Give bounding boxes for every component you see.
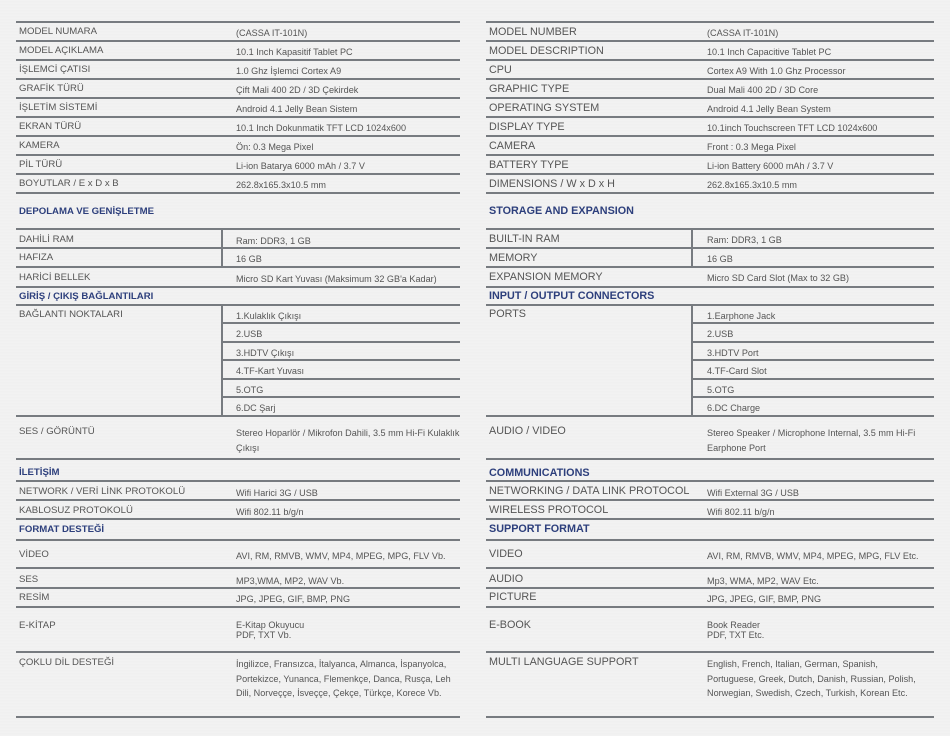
port-item: 2.USB: [707, 329, 734, 339]
spec-label: E-KİTAP: [19, 620, 56, 631]
spec-label: AUDIO: [489, 573, 524, 585]
divider: [16, 415, 460, 417]
section-heading-format: SUPPORT FORMAT: [489, 523, 590, 535]
spec-label: AUDIO / VIDEO: [489, 425, 566, 437]
divider: [16, 651, 460, 653]
divider: [486, 154, 934, 156]
spec-value: 16 GB: [236, 254, 262, 264]
spec-value: Micro SD Card Slot (Max to 32 GB): [707, 273, 850, 283]
divider: [221, 322, 460, 324]
divider: [486, 716, 934, 718]
spec-label: BOYUTLAR / E x D x B: [19, 178, 119, 189]
spec-value: JPG, JPEG, GIF, BMP, PNG: [707, 594, 822, 604]
divider: [16, 539, 460, 541]
port-item: 2.USB: [236, 329, 263, 339]
divider: [16, 458, 460, 460]
divider: [16, 78, 460, 80]
spec-label: PORTS: [489, 308, 526, 320]
spec-value: Book Reader: [707, 620, 761, 630]
spec-label: MODEL AÇIKLAMA: [19, 45, 104, 56]
divider: [691, 341, 934, 343]
divider: [221, 341, 460, 343]
divider: [16, 154, 460, 156]
spec-value: Android 4.1 Jelly Bean System: [707, 104, 831, 114]
divider: [486, 135, 934, 137]
divider: [691, 396, 934, 398]
spec-label: WIRELESS PROTOCOL: [489, 504, 609, 516]
divider: [486, 587, 934, 589]
divider: [486, 651, 934, 653]
spec-value: 10.1inch Touchscreen TFT LCD 1024x600: [707, 123, 878, 133]
spec-label: NETWORK / VERİ LİNK PROTOKOLÜ: [19, 486, 186, 497]
spec-label: KAMERA: [19, 140, 60, 151]
spec-value: (CASSA IT-101N): [707, 28, 779, 38]
divider: [221, 396, 460, 398]
spec-label: HAFIZA: [19, 252, 54, 263]
spec-value: Wifi External 3G / USB: [707, 488, 799, 498]
spec-column-turkish: [16, 0, 460, 736]
divider: [486, 192, 934, 194]
spec-label: SES / GÖRÜNTÜ: [19, 426, 95, 437]
spec-label: DAHİLİ RAM: [19, 234, 74, 245]
spec-label: BUILT-IN RAM: [489, 233, 560, 245]
spec-label: VIDEO: [489, 548, 523, 560]
divider: [486, 21, 934, 23]
port-item: 4.TF-Card Slot: [707, 366, 767, 376]
port-item: 4.TF-Kart Yuvası: [236, 366, 305, 376]
port-item: 3.HDTV Port: [707, 348, 759, 358]
spec-value: Çift Mali 400 2D / 3D Çekirdek: [236, 85, 359, 95]
divider: [486, 518, 934, 520]
divider: [16, 304, 460, 306]
spec-value: Ram: DDR3, 1 GB: [236, 236, 311, 246]
port-item: 5.OTG: [236, 385, 264, 395]
spec-value: 10.1 Inch Dokunmatik TFT LCD 1024x600: [236, 123, 407, 133]
divider: [16, 21, 460, 23]
port-item: 1.Earphone Jack: [707, 311, 776, 321]
divider: [486, 97, 934, 99]
spec-value: 1.0 Ghz İşlemci Cortex A9: [236, 66, 342, 76]
spec-label: GRAPHIC TYPE: [489, 83, 570, 95]
divider: [486, 78, 934, 80]
divider: [486, 606, 934, 608]
divider: [16, 587, 460, 589]
spec-value: PDF, TXT Etc.: [707, 630, 765, 640]
section-heading-io: GİRİŞ / ÇIKIŞ BAĞLANTILARI: [19, 291, 154, 302]
divider: [486, 415, 934, 417]
divider: [486, 304, 934, 306]
section-heading-communications: COMMUNICATIONS: [489, 467, 590, 479]
section-heading-format: FORMAT DESTEĞİ: [19, 524, 105, 535]
divider: [486, 228, 934, 230]
spec-label: KABLOSUZ PROTOKOLÜ: [19, 505, 133, 516]
divider: [486, 173, 934, 175]
port-item: 6.DC Charge: [707, 403, 761, 413]
spec-label: MODEL NUMBER: [489, 26, 577, 38]
spec-value: Li-ion Batarya 6000 mAh / 3.7 V: [236, 161, 365, 171]
spec-label: CPU: [489, 64, 512, 76]
divider: [16, 716, 460, 718]
divider: [691, 359, 934, 361]
divider: [486, 116, 934, 118]
port-item: 3.HDTV Çıkışı: [236, 348, 295, 358]
spec-label: İŞLEMCİ ÇATISI: [19, 64, 91, 75]
divider: [486, 567, 934, 569]
divider: [486, 458, 934, 460]
divider: [16, 266, 460, 268]
spec-value: Wifi 802.11 b/g/n: [236, 507, 304, 517]
divider: [221, 378, 460, 380]
spec-value: E-Kitap Okuyucu: [236, 620, 305, 630]
spec-value: Wifi 802.11 b/g/n: [707, 507, 775, 517]
spec-value: AVI, RM, RMVB, WMV, MP4, MPEG, MPG, FLV Etc.: [707, 551, 919, 561]
divider: [486, 40, 934, 42]
spec-value: English, French, Italian, German, Spanish, Portuguese, Greek, Dutch, Danish, Russian, Polish, Norwegian, Swedish, Czech, Turkish, Korean Etc.: [707, 659, 916, 698]
divider: [16, 480, 460, 482]
divider: [221, 359, 460, 361]
spec-value: Li-ion Battery 6000 mAh / 3.7 V: [707, 161, 834, 171]
spec-value: MP3,WMA, MP2, WAV Vb.: [236, 576, 345, 586]
spec-label: PICTURE: [489, 591, 537, 603]
port-item: 1.Kulaklık Çıkışı: [236, 311, 302, 321]
spec-value: 10.1 Inch Kapasitif Tablet PC: [236, 47, 353, 57]
divider: [486, 480, 934, 482]
section-heading-storage: DEPOLAMA VE GENİŞLETME: [19, 206, 155, 217]
section-heading-io: INPUT / OUTPUT CONNECTORS: [489, 290, 655, 302]
spec-label: DIMENSIONS / W x D x H: [489, 178, 615, 190]
spec-label: DISPLAY TYPE: [489, 121, 565, 133]
spec-value: AVI, RM, RMVB, WMV, MP4, MPEG, MPG, FLV Vb.: [236, 551, 446, 561]
port-item: 6.DC Şarj: [236, 403, 276, 413]
divider: [16, 116, 460, 118]
port-item: 5.OTG: [707, 385, 735, 395]
divider: [486, 539, 934, 541]
spec-label: PİL TÜRÜ: [19, 159, 63, 170]
spec-label: HARİCİ BELLEK: [19, 272, 91, 283]
spec-label: RESİM: [19, 592, 50, 603]
spec-label: MODEL DESCRIPTION: [489, 45, 604, 57]
spec-value: 10.1 Inch Capacitive Tablet PC: [707, 47, 832, 57]
spec-value: 262.8x165.3x10.5 mm: [236, 180, 326, 190]
spec-value: Stereo Speaker / Microphone Internal, 3.5 mm Hi-Fi Earphone Port: [707, 428, 916, 453]
spec-label: BATTERY TYPE: [489, 159, 569, 171]
spec-value: Stereo Hoparlör / Mikrofon Dahili, 3.5 mm Hi-Fi Kulaklık Çıkışı: [236, 428, 460, 453]
divider: [16, 247, 460, 249]
spec-value: Ram: DDR3, 1 GB: [707, 235, 782, 245]
spec-label: EKRAN TÜRÜ: [19, 121, 82, 132]
section-heading-storage: STORAGE AND EXPANSION: [489, 205, 634, 217]
divider: [486, 59, 934, 61]
spec-label: E-BOOK: [489, 619, 531, 631]
divider: [16, 518, 460, 520]
divider: [486, 266, 934, 268]
spec-value: Ön: 0.3 Mega Pixel: [236, 142, 314, 152]
divider: [486, 499, 934, 501]
spec-value: (CASSA IT-101N): [236, 28, 308, 38]
spec-label: NETWORKING / DATA LINK PROTOCOL: [489, 485, 690, 497]
section-heading-communications: İLETİŞİM: [19, 467, 60, 478]
spec-label: OPERATING SYSTEM: [489, 102, 600, 114]
spec-value: JPG, JPEG, GIF, BMP, PNG: [236, 594, 351, 604]
divider: [16, 192, 460, 194]
spec-label: EXPANSION MEMORY: [489, 271, 603, 283]
spec-label: CAMERA: [489, 140, 536, 152]
divider: [16, 135, 460, 137]
spec-value: Mp3, WMA, MP2, WAV Etc.: [707, 576, 819, 586]
spec-value: PDF, TXT Vb.: [236, 630, 292, 640]
divider: [16, 59, 460, 61]
divider: [16, 286, 460, 288]
spec-label: MULTI LANGUAGE SUPPORT: [489, 656, 639, 668]
divider: [691, 378, 934, 380]
spec-label: MEMORY: [489, 252, 538, 264]
divider: [16, 173, 460, 175]
divider: [16, 606, 460, 608]
divider: [16, 97, 460, 99]
spec-value: Cortex A9 With 1.0 Ghz Processor: [707, 66, 846, 76]
spec-value: 16 GB: [707, 254, 733, 264]
divider: [16, 40, 460, 42]
spec-label: İŞLETİM SİSTEMİ: [19, 102, 98, 113]
spec-column-english: [486, 0, 934, 736]
divider: [16, 228, 460, 230]
spec-value: Micro SD Kart Yuvası (Maksimum 32 GB'a Kadar): [236, 274, 437, 284]
spec-value: Wifi Harici 3G / USB: [236, 488, 318, 498]
spec-value: 262.8x165.3x10.5 mm: [707, 180, 797, 190]
divider: [691, 322, 934, 324]
divider: [16, 567, 460, 569]
spec-label: GRAFİK TÜRÜ: [19, 83, 84, 94]
spec-label: VİDEO: [19, 549, 49, 560]
spec-value: Android 4.1 Jelly Bean Sistem: [236, 104, 358, 114]
divider: [16, 499, 460, 501]
divider: [486, 247, 934, 249]
spec-value: Front : 0.3 Mega Pixel: [707, 142, 796, 152]
spec-label: BAĞLANTI NOKTALARI: [19, 309, 123, 320]
divider: [486, 286, 934, 288]
spec-label: SES: [19, 574, 39, 585]
spec-label: MODEL NUMARA: [19, 26, 98, 37]
spec-label: ÇOKLU DİL DESTEĞİ: [19, 657, 115, 668]
spec-value: İngilizce, Fransızca, İtalyanca, Almanca, İspanyolca, Portekizce, Yunanca, Flemenkçe, Danca, Rusça, Leh Dili, Norveççe, İsveççe, Çekçe, Türkçe, Korece Vb.: [236, 659, 451, 698]
spec-value: Dual Mali 400 2D / 3D Core: [707, 85, 819, 95]
